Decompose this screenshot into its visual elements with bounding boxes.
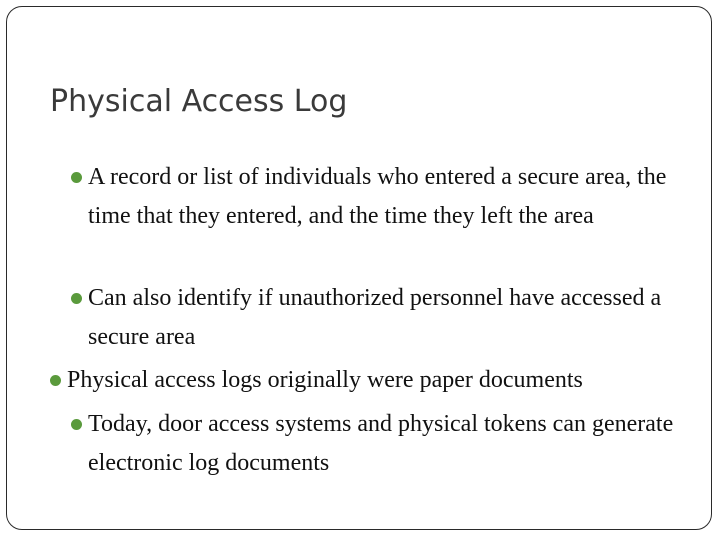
- slide-title: Physical Access Log: [50, 84, 348, 119]
- bullet-item: [67, 361, 697, 400]
- bullet-text: Physical access logs originally were paper documents: [67, 367, 583, 393]
- bullet-dot-icon: [50, 375, 61, 386]
- bullet-dot-icon: [71, 419, 82, 430]
- bullet-text: Can also identify if unauthorized personnel have accessed a secure area: [88, 285, 662, 350]
- bullet-item: [88, 405, 698, 483]
- bullet-text: Today, door access systems and physical tokens can generate electronic log documents: [88, 411, 674, 476]
- bullet-dot-icon: [71, 172, 82, 183]
- bullet-text: A record or list of individuals who entered a secure area, the time that they entered, and the time they left the area: [88, 164, 667, 229]
- bullet-item: [88, 279, 688, 357]
- bullet-item: [88, 158, 688, 236]
- bullet-dot-icon: [71, 293, 82, 304]
